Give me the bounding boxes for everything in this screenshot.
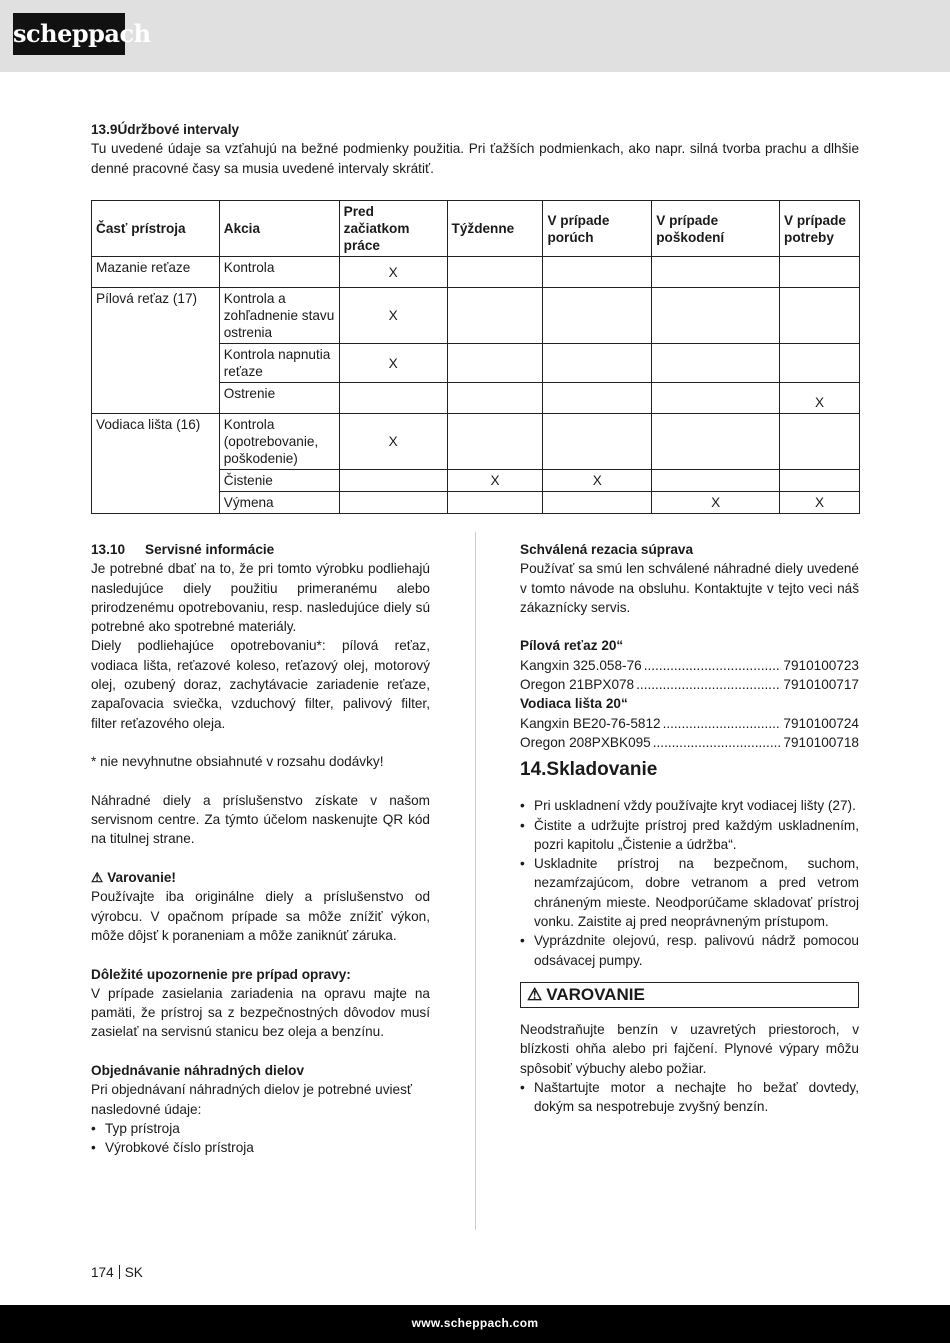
list-item: • Vyprázdnite olejovú, resp. palivovú nádrž pomocou odsávacej pumpy. bbox=[520, 931, 859, 970]
bar-heading: Vodiaca lišta 20“ bbox=[520, 696, 628, 712]
table-cell-mark bbox=[780, 344, 860, 383]
part-code: 7910100724 bbox=[783, 715, 859, 731]
table-cell-mark bbox=[652, 470, 780, 492]
page-footer bbox=[0, 1305, 950, 1343]
warning-triangle-icon: ⚠ bbox=[527, 984, 543, 1004]
section-14-title: 14.Skladovanie bbox=[520, 759, 658, 781]
order-heading: Objednávanie náhradných dielov bbox=[91, 1063, 305, 1079]
section-13-9-title: 13.9Údržbové intervaly bbox=[91, 122, 240, 137]
table-cell-mark bbox=[447, 344, 543, 383]
fuel-warning-list bbox=[520, 1078, 859, 1117]
table-cell-mark bbox=[652, 383, 780, 414]
table-cell-action: Čistenie bbox=[219, 470, 339, 492]
table-cell-action: Kontrola bbox=[219, 257, 339, 288]
part-name: Kangxin 325.058-76 bbox=[520, 657, 642, 673]
part-name: Oregon 208PXBK095 bbox=[520, 734, 651, 750]
table-cell-mark: X bbox=[339, 344, 447, 383]
table-cell-action: Kontrola napnutia reťaze bbox=[219, 344, 339, 383]
order-list bbox=[91, 1119, 430, 1158]
column-divider bbox=[475, 532, 476, 1230]
section-13-9-text: Tu uvedené údaje sa vzťahujú na bežné podmienky použitia. Pri ťažších podmienkach, ako napr. silná tvorba prachu a dlhšie denné pracovné časy sa musia uvedené intervaly skrátiť. bbox=[91, 141, 859, 176]
table-cell-mark bbox=[652, 414, 780, 470]
part-code: 7910100718 bbox=[783, 734, 859, 750]
table-cell-mark: X bbox=[447, 470, 543, 492]
table-cell-mark bbox=[780, 257, 860, 288]
table-cell-action: Výmena bbox=[219, 492, 339, 514]
fuel-warning-paragraph: Neodstraňujte benzín v uzavretých priestoroch, v blízkosti ohňa alebo pri fajčení. Plynové výpary môžu spôsobiť výbuchy alebo požiar. bbox=[520, 1021, 859, 1076]
cutting-set-heading: Schválená rezacia súprava bbox=[520, 542, 694, 557]
table-cell-mark bbox=[339, 492, 447, 514]
part-code: 7910100717 bbox=[783, 677, 859, 693]
section-13-9 bbox=[91, 120, 859, 178]
part-code: 7910100723 bbox=[783, 657, 859, 673]
parts-list-item bbox=[520, 733, 859, 752]
table-cell-mark bbox=[780, 288, 860, 344]
table-cell-mark: X bbox=[543, 470, 652, 492]
table-header: V prípade potreby bbox=[780, 201, 860, 257]
table-header: Časť prístroja bbox=[92, 201, 220, 257]
section-number: 13.10 bbox=[91, 542, 126, 557]
table-cell-mark bbox=[543, 257, 652, 288]
cutting-set-paragraph: Používať sa smú len schválené náhradné diely uvedené v tomto návode na obsluhu. Kontaktujte v tejto veci náš zákaznícky servis. bbox=[520, 561, 859, 615]
table-cell-mark: X bbox=[339, 288, 447, 344]
list-item: • Typ prístroja bbox=[91, 1119, 430, 1138]
list-item: • Výrobkové číslo prístroja bbox=[91, 1138, 430, 1157]
list-item: • Pri uskladnení vždy používajte kryt vodiacej lišty (27). bbox=[520, 796, 859, 815]
repair-paragraph: V prípade zasielania zariadenia na opravu majte na pamäti, že prístroj sa z bezpečnostných dôvodov musí zasielať na servisnú stanicu bez oleja a benzínu. bbox=[91, 985, 430, 1040]
table-cell-mark bbox=[652, 344, 780, 383]
table-header: V prípade poškodení bbox=[652, 201, 780, 257]
table-cell-mark: X bbox=[339, 414, 447, 470]
table-cell-part: Vodiaca lišta (16) bbox=[92, 414, 220, 514]
warning-box bbox=[520, 982, 859, 1008]
table-header-row bbox=[92, 201, 860, 257]
warning-paragraph: Používajte iba originálne diely a príslušenstvo od výrobcu. V opačnom prípade sa môže znížiť výkon, môže dôjsť k poraneniam a môže zaniknúť záruka. bbox=[91, 889, 430, 943]
warning-title: Varovanie! bbox=[107, 870, 176, 886]
table-cell-mark bbox=[339, 470, 447, 492]
table-cell-mark bbox=[543, 383, 652, 414]
table-cell-mark bbox=[543, 492, 652, 514]
section-title: Servisné informácie bbox=[145, 542, 275, 557]
footnote: * nie nevyhnutne obsiahnuté v rozsahu dodávky! bbox=[91, 754, 384, 770]
table-row bbox=[92, 414, 860, 470]
table-cell-mark bbox=[447, 288, 543, 344]
parts-list-item bbox=[520, 714, 859, 733]
right-column bbox=[520, 540, 859, 1116]
table-cell-mark bbox=[447, 383, 543, 414]
table-cell-mark bbox=[543, 414, 652, 470]
table-header: Týždenne bbox=[447, 201, 543, 257]
table-cell-mark bbox=[447, 492, 543, 514]
list-item: • Naštartujte motor a nechajte ho bežať dovtedy, dokým sa nespotrebuje zvyšný benzín. bbox=[520, 1078, 859, 1117]
wear-parts-paragraph: Diely podliehajúce opotrebovaniu*: pílová reťaz, vodiaca lišta, reťazové koleso, reťazový olej, motorový olej, ozubený doraz, zachytávacie zariadenie reťaze, zapaľovacia sviečka, vzduchový filter, palivový filter, filter reťazového oleja. bbox=[91, 638, 430, 731]
table-cell-mark bbox=[447, 257, 543, 288]
table-row bbox=[92, 257, 860, 288]
warning-box-label: VAROVANIE bbox=[546, 984, 645, 1004]
list-item: • Uskladnite prístroj na bezpečnom, suchom, nezamŕzajúcom, dobre vetranom a pred vetrom chráneným mieste. Neodporúčame skladovať prístroj vonku. Zaistite aj pred neoprávneným prístupom. bbox=[520, 854, 859, 931]
left-column bbox=[91, 540, 430, 1158]
maintenance-interval-table bbox=[91, 200, 860, 514]
list-item: • Čistite a udržujte prístroj pred každým uskladnením, pozri kapitolu „Čistenie a údržba“. bbox=[520, 816, 859, 855]
table-cell-part: Mazanie reťaze bbox=[92, 257, 220, 288]
table-cell-mark bbox=[780, 414, 860, 470]
table-header: Akcia bbox=[219, 201, 339, 257]
table-cell-action: Ostrenie bbox=[219, 383, 339, 414]
order-paragraph: Pri objednávaní náhradných dielov je potrebné uviesť nasledovné údaje: bbox=[91, 1082, 412, 1117]
storage-list bbox=[520, 796, 859, 970]
table-cell-mark bbox=[543, 288, 652, 344]
table-row bbox=[92, 288, 860, 344]
spare-parts-paragraph: Náhradné diely a príslušenstvo získate v našom servisnom centre. Za týmto účelom naskenujte QR kód na titulnej strane. bbox=[91, 792, 430, 847]
table-cell-mark bbox=[780, 470, 860, 492]
parts-list-item bbox=[520, 675, 859, 694]
website-url[interactable]: www.scheppach.com bbox=[411, 1316, 539, 1330]
part-name: Kangxin BE20-76-5812 bbox=[520, 715, 661, 731]
table-cell-part: Pílová reťaz (17) bbox=[92, 288, 220, 414]
page-number bbox=[91, 1265, 143, 1280]
table-cell-mark: X bbox=[652, 492, 780, 514]
table-cell-mark: X bbox=[339, 257, 447, 288]
scheppach-logo: scheppach bbox=[13, 13, 125, 55]
table-cell-action: Kontrola a zohľadnenie stavu ostrenia bbox=[219, 288, 339, 344]
table-cell-mark bbox=[543, 344, 652, 383]
repair-heading: Dôležité upozornenie pre prípad opravy: bbox=[91, 966, 351, 982]
page-number-value: 174 bbox=[91, 1265, 114, 1280]
table-cell-mark: X bbox=[780, 492, 860, 514]
table-header: Pred začiatkom práce bbox=[339, 201, 447, 257]
section-13-10-heading bbox=[91, 540, 430, 559]
part-name: Oregon 21BPX078 bbox=[520, 677, 635, 693]
service-paragraph: Je potrebné dbať na to, že pri tomto výrobku podliehajú nasledujúce diely použitiu primeranému alebo prirodzenému opotrebovaniu, resp. nasledujúce diely sú potrebné ako spotrebné materiály. bbox=[91, 561, 430, 635]
table-cell-mark bbox=[447, 414, 543, 470]
table-cell-mark: X bbox=[780, 383, 860, 414]
warning-heading bbox=[91, 868, 430, 887]
chain-heading: Pílová reťaz 20“ bbox=[520, 638, 624, 654]
page-language: SK bbox=[124, 1265, 143, 1280]
table-cell-action: Kontrola (opotrebovanie, poškodenie) bbox=[219, 414, 339, 470]
parts-list-item bbox=[520, 656, 859, 675]
table-cell-mark bbox=[652, 288, 780, 344]
page-header bbox=[0, 0, 950, 72]
table-cell-mark bbox=[652, 257, 780, 288]
table-cell-mark bbox=[339, 383, 447, 414]
table-header: V prípade porúch bbox=[543, 201, 652, 257]
warning-triangle-icon: ⚠ bbox=[91, 870, 104, 886]
